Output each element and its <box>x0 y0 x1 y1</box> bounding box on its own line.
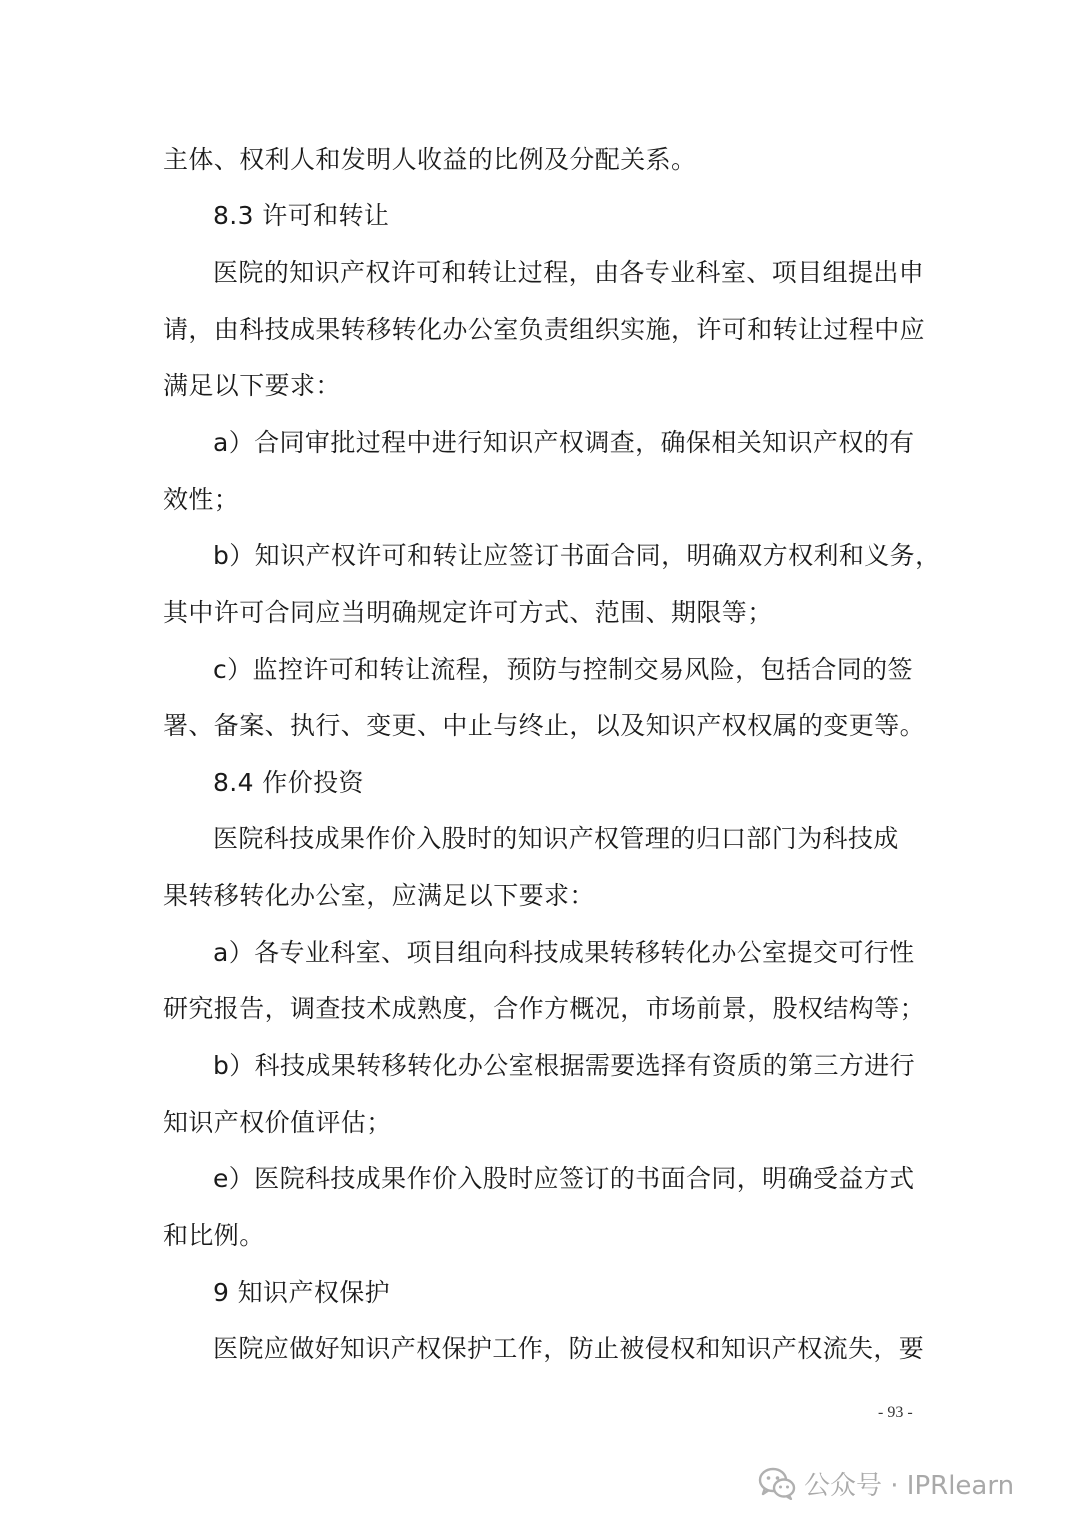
text-line: 知识产权价值评估； <box>163 1108 392 1137</box>
page-number: - 93 - <box>878 1404 913 1421</box>
text-line: 果转移转化办公室，应满足以下要求： <box>163 881 595 910</box>
list-item-a: a）各专业科室、项目组向科技成果转移转化办公室提交可行性 <box>213 938 915 967</box>
section-heading-9: 9 知识产权保护 <box>213 1278 391 1307</box>
text-line: 署、备案、执行、变更、中止与终止，以及知识产权权属的变更等。 <box>163 711 926 740</box>
text-line: 效性； <box>163 485 240 514</box>
list-item-e: e）医院科技成果作价入股时应签订的书面合同，明确受益方式 <box>213 1164 915 1193</box>
text-line: 主体、权利人和发明人收益的比例及分配关系。 <box>163 145 697 174</box>
list-item-a: a）合同审批过程中进行知识产权调查，确保相关知识产权的有 <box>213 428 915 457</box>
text-line: 其中许可合同应当明确规定许可方式、范围、期限等； <box>163 598 773 627</box>
text-line: 请，由科技成果转移转化办公室负责组织实施，许可和转让过程中应 <box>163 315 926 344</box>
text-line: 满足以下要求： <box>163 371 341 400</box>
list-item-c: c）监控许可和转让流程，预防与控制交易风险，包括合同的签 <box>213 655 913 684</box>
watermark <box>758 1463 1014 1503</box>
watermark-text: 公众号 · IPRlearn <box>804 1470 1015 1501</box>
text-line: 医院的知识产权许可和转让过程，由各专业科室、项目组提出申 <box>213 258 925 287</box>
text-line: 研究报告，调查技术成熟度，合作方概况，市场前景，股权结构等； <box>163 994 926 1023</box>
text-line: 医院应做好知识产权保护工作，防止被侵权和知识产权流失，要 <box>213 1334 925 1363</box>
text-line: 医院科技成果作价入股时的知识产权管理的归口部门为科技成 <box>213 824 899 853</box>
section-heading-8-4: 8.4 作价投资 <box>213 768 364 797</box>
text-line: 和比例。 <box>163 1221 265 1250</box>
section-heading-8-3: 8.3 许可和转让 <box>213 201 390 230</box>
list-item-b: b）科技成果转移转化办公室根据需要选择有资质的第三方进行 <box>213 1051 916 1080</box>
list-item-b: b）知识产权许可和转让应签订书面合同，明确双方权利和义务， <box>213 541 941 570</box>
wechat-icon <box>758 1466 796 1500</box>
